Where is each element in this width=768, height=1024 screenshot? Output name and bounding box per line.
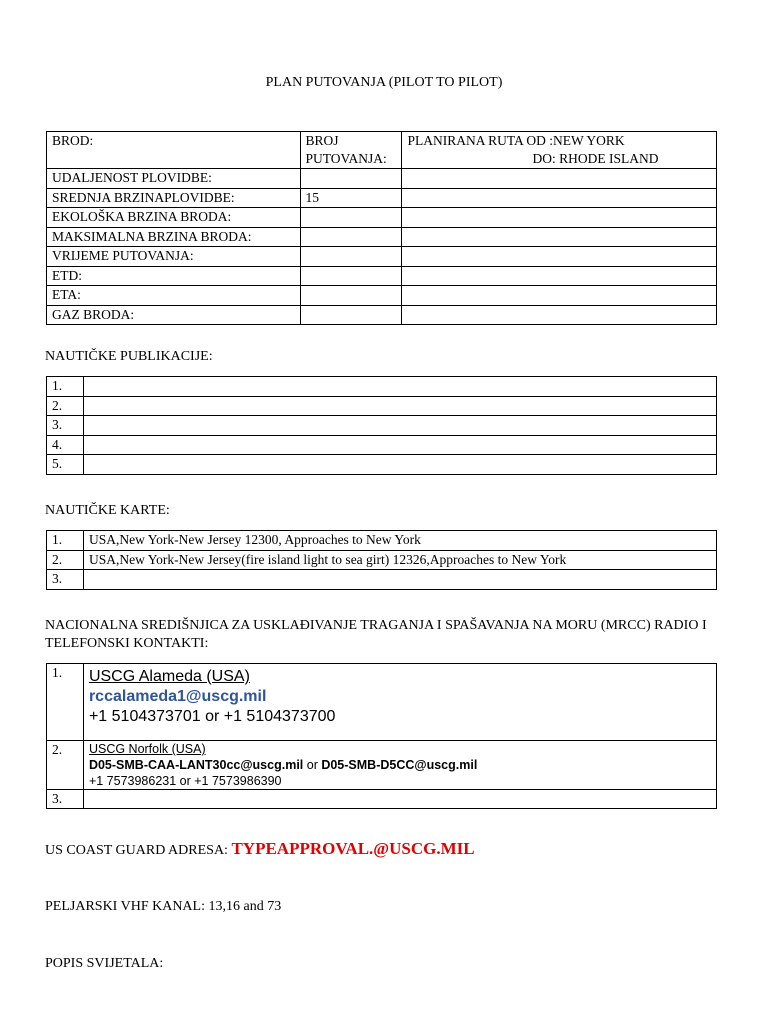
route-from: PLANIRANA RUTA OD :NEW YORK [407, 133, 625, 148]
coast-guard-label: US COAST GUARD ADRESA: [45, 843, 232, 858]
row-value [300, 305, 402, 325]
row-number: 3. [47, 416, 84, 436]
row-extra [402, 208, 717, 228]
coast-guard-email[interactable]: TYPEAPPROVAL.@USCG.MIL [231, 839, 475, 858]
table-row [47, 305, 717, 325]
row-extra [402, 305, 717, 325]
row-number: 3. [47, 790, 84, 809]
row-label: SREDNJA BRZINAPLOVIDBE: [47, 188, 301, 208]
row-value [300, 266, 402, 286]
row-extra [402, 188, 717, 208]
row-value [300, 227, 402, 247]
row-label: ETD: [47, 266, 301, 286]
table-row [47, 227, 717, 247]
row-value [300, 208, 402, 228]
table-row [47, 741, 717, 790]
phone-numbers: +1 7573986231 or +1 7573986390 [88, 774, 282, 788]
row-label: VRIJEME PUTOVANJA: [47, 247, 301, 267]
row-text [83, 396, 716, 416]
mrcc-entry-alameda [83, 664, 716, 741]
email-link[interactable]: rccalameda1@uscg.mil [88, 688, 267, 705]
row-text [83, 377, 716, 397]
row-number: 1. [47, 664, 84, 741]
broj-label-line1: BROJ [305, 133, 339, 148]
row-extra [402, 266, 717, 286]
row-label: GAZ BRODA: [47, 305, 301, 325]
table-row [47, 286, 717, 306]
row-extra [402, 247, 717, 267]
mrcc-heading-line1: NACIONALNA SREDIŠNJICA ZA USKLAĐIVANJE TRAGANJA I SPAŠAVANJA NA MORU (MRCC) RADIO I [45, 618, 707, 633]
plan-table [46, 131, 717, 325]
table-row [47, 455, 717, 475]
karte-heading: NAUTIČKE KARTE: [45, 503, 170, 518]
row-number: 1. [47, 377, 84, 397]
table-row [47, 664, 717, 741]
broj-putovanja-label [300, 132, 402, 169]
row-number: 2. [47, 550, 84, 570]
row-label: MAKSIMALNA BRZINA BRODA: [47, 227, 301, 247]
page-title: PLAN PUTOVANJA (PILOT TO PILOT) [265, 75, 503, 90]
table-row [47, 208, 717, 228]
email-link[interactable]: D05-SMB-CAA-LANT30cc@uscg.mil [88, 758, 304, 772]
plan-header-row [47, 132, 717, 169]
row-number: 2. [47, 741, 84, 790]
table-row [47, 396, 717, 416]
row-text [83, 416, 716, 436]
station-name: USCG Norfolk (USA) [88, 742, 206, 756]
mrcc-table [46, 663, 717, 809]
email-link[interactable]: D05-SMB-D5CC@uscg.mil [321, 758, 478, 772]
popis-svjetala: POPIS SVIJETALA: [45, 956, 164, 971]
row-value: 15 [300, 188, 402, 208]
coast-guard-address [45, 840, 475, 860]
row-text [83, 790, 716, 809]
row-label: EKOLOŠKA BRZINA BRODA: [47, 208, 301, 228]
row-label: UDALJENOST PLOVIDBE: [47, 169, 301, 189]
phone-numbers: +1 5104373701 or +1 5104373700 [88, 708, 336, 725]
table-row [47, 790, 717, 809]
table-row [47, 435, 717, 455]
row-number: 4. [47, 435, 84, 455]
table-row [47, 531, 717, 551]
row-text [83, 435, 716, 455]
mrcc-heading-line2: TELEFONSKI KONTAKTI: [45, 636, 209, 651]
row-extra [402, 227, 717, 247]
row-text: USA,New York-New Jersey 12300, Approaches to New York [83, 531, 716, 551]
row-value [300, 169, 402, 189]
row-number: 3. [47, 570, 84, 590]
table-row [47, 266, 717, 286]
station-name: USCG Alameda (USA) [88, 668, 250, 685]
row-value [300, 286, 402, 306]
row-extra [402, 169, 717, 189]
row-text [83, 455, 716, 475]
row-label: ETA: [47, 286, 301, 306]
mrcc-heading [45, 617, 725, 653]
mrcc-entry-norfolk [83, 741, 716, 790]
table-row [47, 377, 717, 397]
publikacije-table [46, 376, 717, 475]
table-row [47, 570, 717, 590]
table-row [47, 247, 717, 267]
row-number: 1. [47, 531, 84, 551]
row-text [83, 570, 716, 590]
vhf-channel: PELJARSKI VHF KANAL: 13,16 and 73 [45, 899, 282, 914]
row-text: USA,New York-New Jersey(fire island light to sea girt) 12326,Approaches to New York [83, 550, 716, 570]
route-to: DO: RHODE ISLAND [532, 151, 659, 166]
broj-label-line2: PUTOVANJA: [305, 151, 387, 166]
row-value [300, 247, 402, 267]
table-row [47, 169, 717, 189]
publikacije-heading: NAUTIČKE PUBLIKACIJE: [45, 349, 213, 364]
row-number: 2. [47, 396, 84, 416]
table-row [47, 188, 717, 208]
brod-label: BROD: [47, 132, 301, 169]
table-row [47, 416, 717, 436]
karte-table [46, 530, 717, 590]
planned-route [402, 132, 717, 169]
table-row [47, 550, 717, 570]
row-extra [402, 286, 717, 306]
row-number: 5. [47, 455, 84, 475]
or-text: or [303, 758, 322, 772]
